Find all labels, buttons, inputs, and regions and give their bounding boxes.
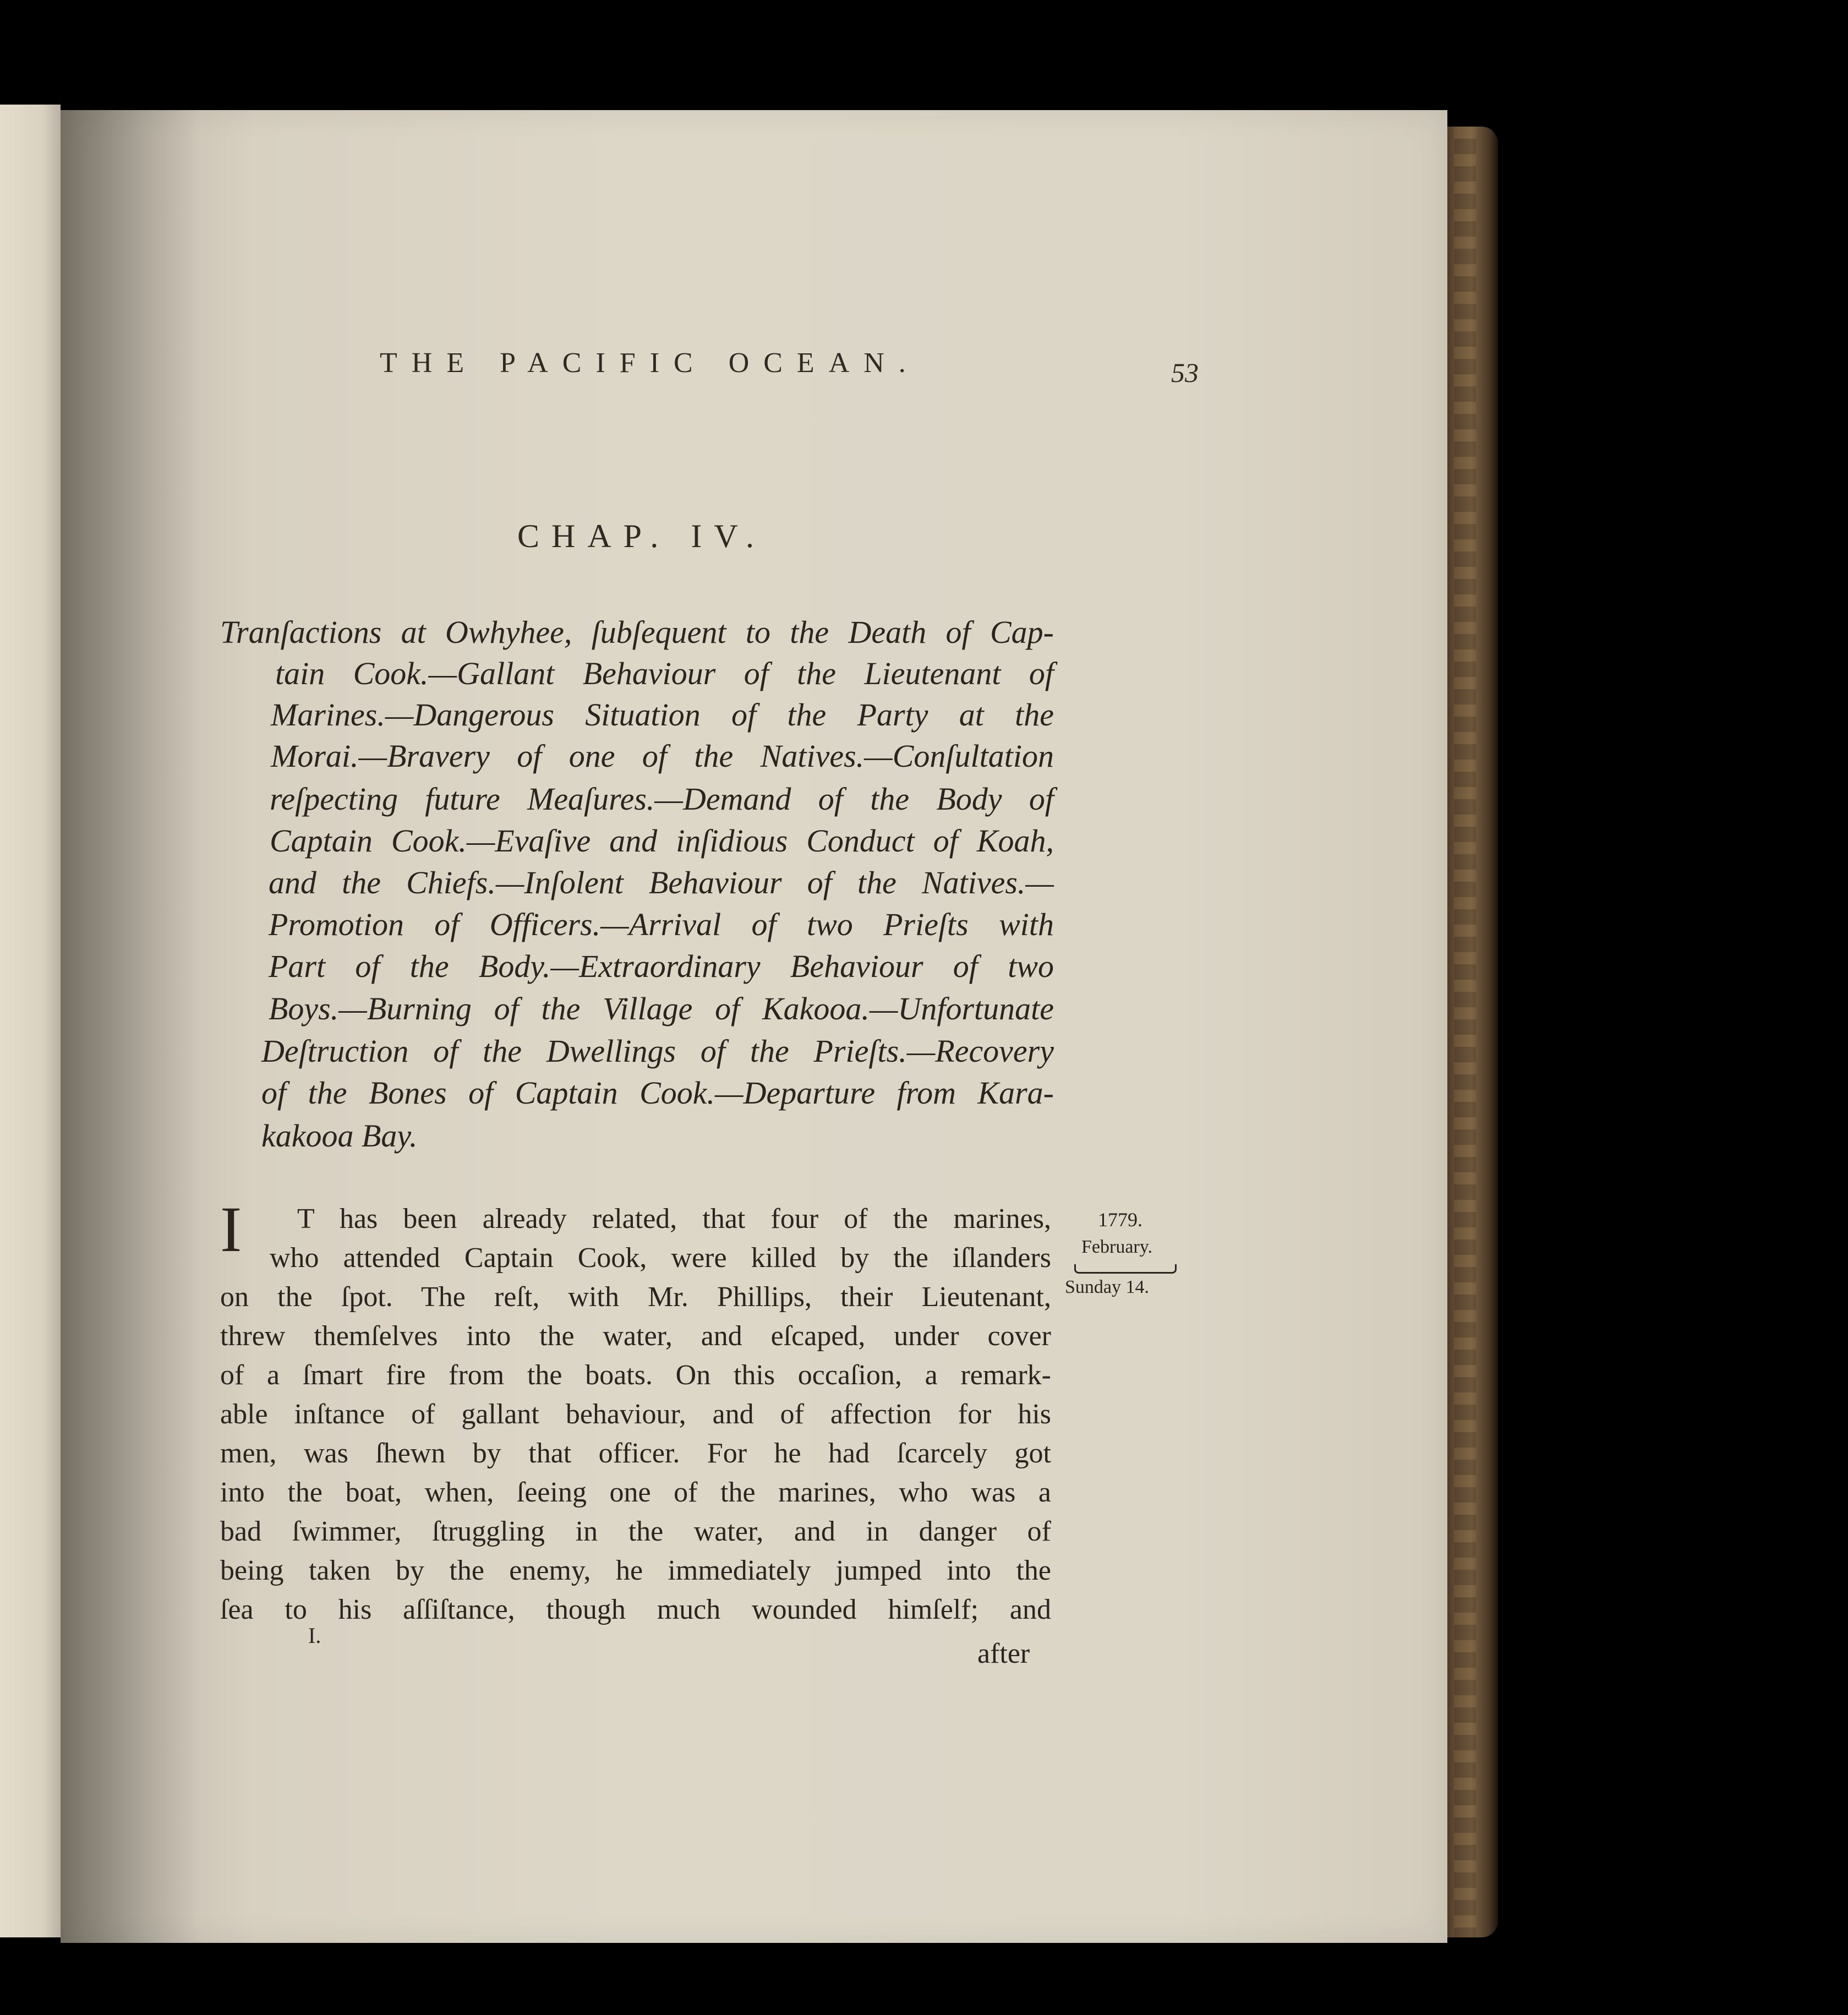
summary-line: kakooa Bay. (261, 1118, 418, 1154)
body-line: ſea to his aſſiſtance, though much wounded himſelf; and (220, 1594, 1051, 1625)
page-number: 53 (1171, 357, 1199, 388)
running-head: THE PACIFIC OCEAN. (380, 347, 920, 379)
summary-line: Morai.—Bravery of one of the Natives.—Conſultation (271, 738, 1054, 774)
summary-line: Deſtruction of the Dwellings of the Prieſts.—Recovery (261, 1033, 1054, 1069)
chapter-heading: CHAP. IV. (517, 518, 766, 554)
body-line: men, was ſhewn by that officer. For he had ſcarcely got (220, 1438, 1051, 1469)
margin-note-brace (1074, 1264, 1177, 1274)
drop-cap: I (220, 1193, 242, 1265)
body-line: bad ſwimmer, ſtruggling in the water, and in danger of (220, 1516, 1051, 1547)
summary-line: tain Cook.—Gallant Behaviour of the Lieutenant of (275, 656, 1054, 691)
left-page-edge (0, 105, 61, 1937)
summary-line: reſpecting future Meaſures.—Demand of the Body of (270, 781, 1054, 817)
margin-note-year: 1779. (1098, 1209, 1142, 1231)
signature-mark: I. (308, 1623, 321, 1648)
body-line: who attended Captain Cook, were killed by the iſlanders (270, 1242, 1051, 1274)
summary-line: and the Chiefs.—Inſolent Behaviour of the Natives.— (269, 865, 1054, 900)
body-line: into the boat, when, ſeeing one of the marines, who was a (220, 1477, 1051, 1508)
margin-note-day: Sunday 14. (1065, 1277, 1149, 1297)
catchword: after (977, 1638, 1030, 1669)
margin-note-month: February. (1081, 1237, 1153, 1257)
body-line: on the ſpot. The reſt, with Mr. Phillips, their Lieutenant, (220, 1281, 1051, 1313)
body-line: of a ſmart fire from the boats. On this occaſion, a remark- (220, 1359, 1051, 1391)
body-line: able inſtance of gallant behaviour, and of affection for his (220, 1399, 1051, 1430)
summary-line: Promotion of Officers.—Arrival of two Prieſts with (269, 907, 1054, 942)
summary-line: Tranſactions at Owhyhee, ſubſequent to the Death of Cap- (220, 614, 1054, 650)
summary-line: of the Bones of Captain Cook.—Departure from Kara- (261, 1075, 1054, 1111)
body-line: threw themſelves into the water, and eſcaped, under cover (220, 1320, 1051, 1352)
summary-line: Captain Cook.—Evaſive and inſidious Conduct of Koah, (270, 823, 1054, 859)
body-line: being taken by the enemy, he immediately jumped into the (220, 1555, 1051, 1586)
summary-line: Marines.—Dangerous Situation of the Party at the (271, 697, 1054, 733)
summary-line: Part of the Body.—Extraordinary Behaviour of two (269, 948, 1054, 984)
body-line: T has been already related, that four of the marines, (297, 1203, 1051, 1235)
summary-line: Boys.—Burning of the Village of Kakooa.—Unfortunate (269, 991, 1054, 1026)
